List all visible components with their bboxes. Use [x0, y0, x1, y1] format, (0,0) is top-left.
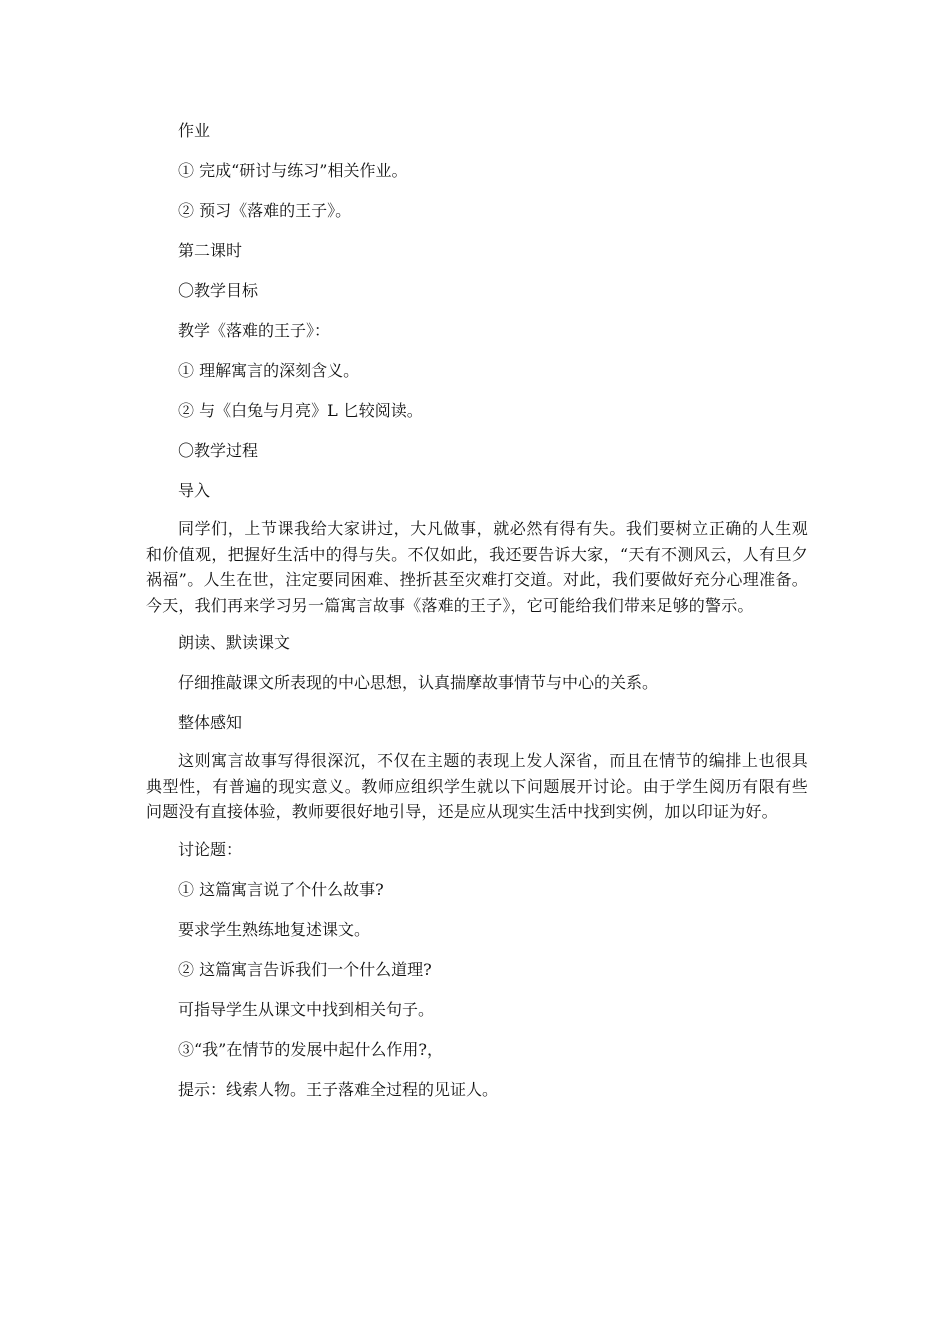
discussion-question-1: ① 这篇寓言说了个什么故事? — [178, 879, 384, 899]
homework-item-1: ① 完成“研讨与练习”相关作业。 — [178, 161, 408, 180]
reading-heading: 朗读、默读课文 — [178, 633, 291, 652]
teaching-process-heading: 〇教学过程 — [178, 441, 259, 460]
discussion-question-3: ③“我”在情节的发展中起什么作用?， — [178, 1039, 443, 1059]
teaching-goal-1: ① 理解寓言的深刻含义。 — [178, 361, 360, 380]
reading-text: 仔细推敲课文所表现的中心思想，认真揣摩故事情节与中心的关系。 — [178, 673, 659, 692]
discussion-note-2: 可指导学生从课文中找到相关句子。 — [178, 999, 435, 1019]
teaching-goals-intro: 教学《落难的王子》： — [178, 321, 331, 340]
discussion-note-1: 要求学生熟练地复述课文。 — [178, 919, 371, 939]
discussion-heading: 讨论题： — [178, 839, 243, 859]
perception-paragraph: 这则寓言故事写得很深沉，不仅在主题的表现上发人深省，而且在情节的编排上也很具典型性，有普遍的现实意义。教师应组织学生就以下问题展开讨论。由于学生阅历有限有些问题没有直接体验，教师要很好地引导，还是应从现实生活中找到实例，加以印证为好。 — [146, 751, 808, 821]
introduction-paragraph: 同学们，上节课我给大家讲过，大凡做事，就必然有得有失。我们要树立正确的人生观和价值观，把握好生活中的得与失。不仅如此，我还要告诉大家，“天有不测风云，人有旦夕祸福”。人生在世，注定要同困难、挫折甚至灾难打交道。对此，我们要做好充分心理准备。今天，我们再来学习另一篇寓言故事《落难的王子》，它可能给我们带来足够的警示。 — [146, 519, 808, 615]
teaching-goals-heading: 〇教学目标 — [178, 281, 259, 300]
document-page — [146, 119, 808, 1118]
homework-heading: 作业 — [178, 121, 211, 140]
perception-heading: 整体感知 — [178, 713, 243, 732]
teaching-goal-2: ② 与《白兔与月亮》L 匕较阅读。 — [178, 401, 423, 420]
discussion-question-2: ② 这篇寓言告诉我们一个什么道理? — [178, 959, 432, 979]
discussion-note-3: 提示：线索人物。王子落难全过程的见证人。 — [178, 1079, 499, 1099]
introduction-heading: 导入 — [178, 481, 211, 500]
lesson-two-heading: 第二课时 — [178, 241, 243, 260]
homework-item-2: ② 预习《落难的王子》。 — [178, 201, 352, 220]
